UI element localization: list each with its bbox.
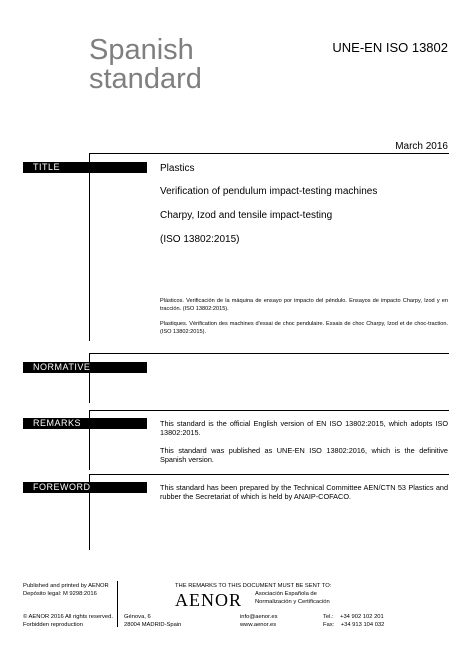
foreword-paragraph: This standard has been prepared by the Technical Committee AEN/CTN 53 Plastics and rubber the Secretariat of which is held by ANAIP-COFACO.: [160, 483, 448, 501]
normative-section-label: NORMATIVE: [23, 362, 147, 373]
remarks-top-rule: [89, 410, 449, 411]
footer-divider: [117, 581, 118, 627]
footer-web[interactable]: www.aenor.es: [240, 622, 277, 628]
remarks-paragraph-1: This standard is the official English version of EN ISO 13802:2015, which adopts ISO 13802:2015.: [160, 419, 448, 437]
title-line4: (ISO 13802:2015): [160, 234, 240, 245]
title-top-rule: [89, 153, 449, 154]
footer-deposito: Depósito legal: M 9298:2016: [23, 591, 97, 597]
brand-line1: Spanish: [89, 34, 194, 66]
publication-date: March 2016: [395, 141, 448, 152]
footer-published: Published and printed by AENOR: [23, 583, 109, 589]
footer-forbidden: Forbidden reproduction: [23, 622, 83, 628]
standard-code: UNE-EN ISO 13802: [332, 40, 448, 55]
footer-email[interactable]: info@aenor.es: [240, 614, 278, 620]
title-line1: Plastics: [160, 163, 195, 174]
footer-address2: 28004 MADRID-Spain: [124, 622, 182, 628]
french-title: Plastiques. Vérification des machines d'essai de choc pendulaire. Essais de choc Charpy, Izod et de choc-traction. (ISO 13802:2015).: [160, 321, 448, 335]
title-line3: Charpy, Izod and tensile impact-testing: [160, 210, 333, 221]
footer-tel: Tel.: +34 902 102 201: [323, 614, 384, 620]
aenor-association: [255, 590, 330, 606]
footer-fax: Fax: +34 913 104 032: [323, 622, 385, 628]
normative-vertical-rule: [89, 353, 90, 403]
spanish-title: Plásticos. Verificación de la máquina de ensayo por impacto del péndulo. Ensayos de impacto Charpy, Izod y en tracción. (ISO 13802:2015).: [160, 298, 448, 312]
assoc-line2: Normalización y Certificación: [255, 599, 330, 605]
assoc-line1: Asociación Española de: [255, 591, 317, 597]
remarks-paragraph-2: This standard was published as UNE-EN ISO 13802:2016, which is the definitive Spanish version.: [160, 446, 448, 464]
foreword-top-rule: [89, 474, 449, 475]
title-section-label: TITLE: [23, 162, 147, 173]
title-vertical-rule: [89, 153, 90, 341]
brand-line2: standard: [89, 63, 202, 95]
title-line2: Verification of pendulum impact-testing machines: [160, 186, 378, 197]
aenor-logo: AENOR: [175, 590, 242, 610]
brand-title: [89, 36, 202, 94]
footer-address1: Génova, 6: [124, 614, 151, 620]
footer-remarks-heading: THE REMARKS TO THIS DOCUMENT MUST BE SENT TO:: [175, 583, 332, 589]
normative-top-rule: [89, 353, 449, 354]
footer-copyright: © AENOR 2016 All rights reserved.: [23, 614, 113, 620]
foreword-section-label: FOREWORD: [23, 482, 147, 493]
remarks-section-label: REMARKS: [23, 418, 147, 429]
